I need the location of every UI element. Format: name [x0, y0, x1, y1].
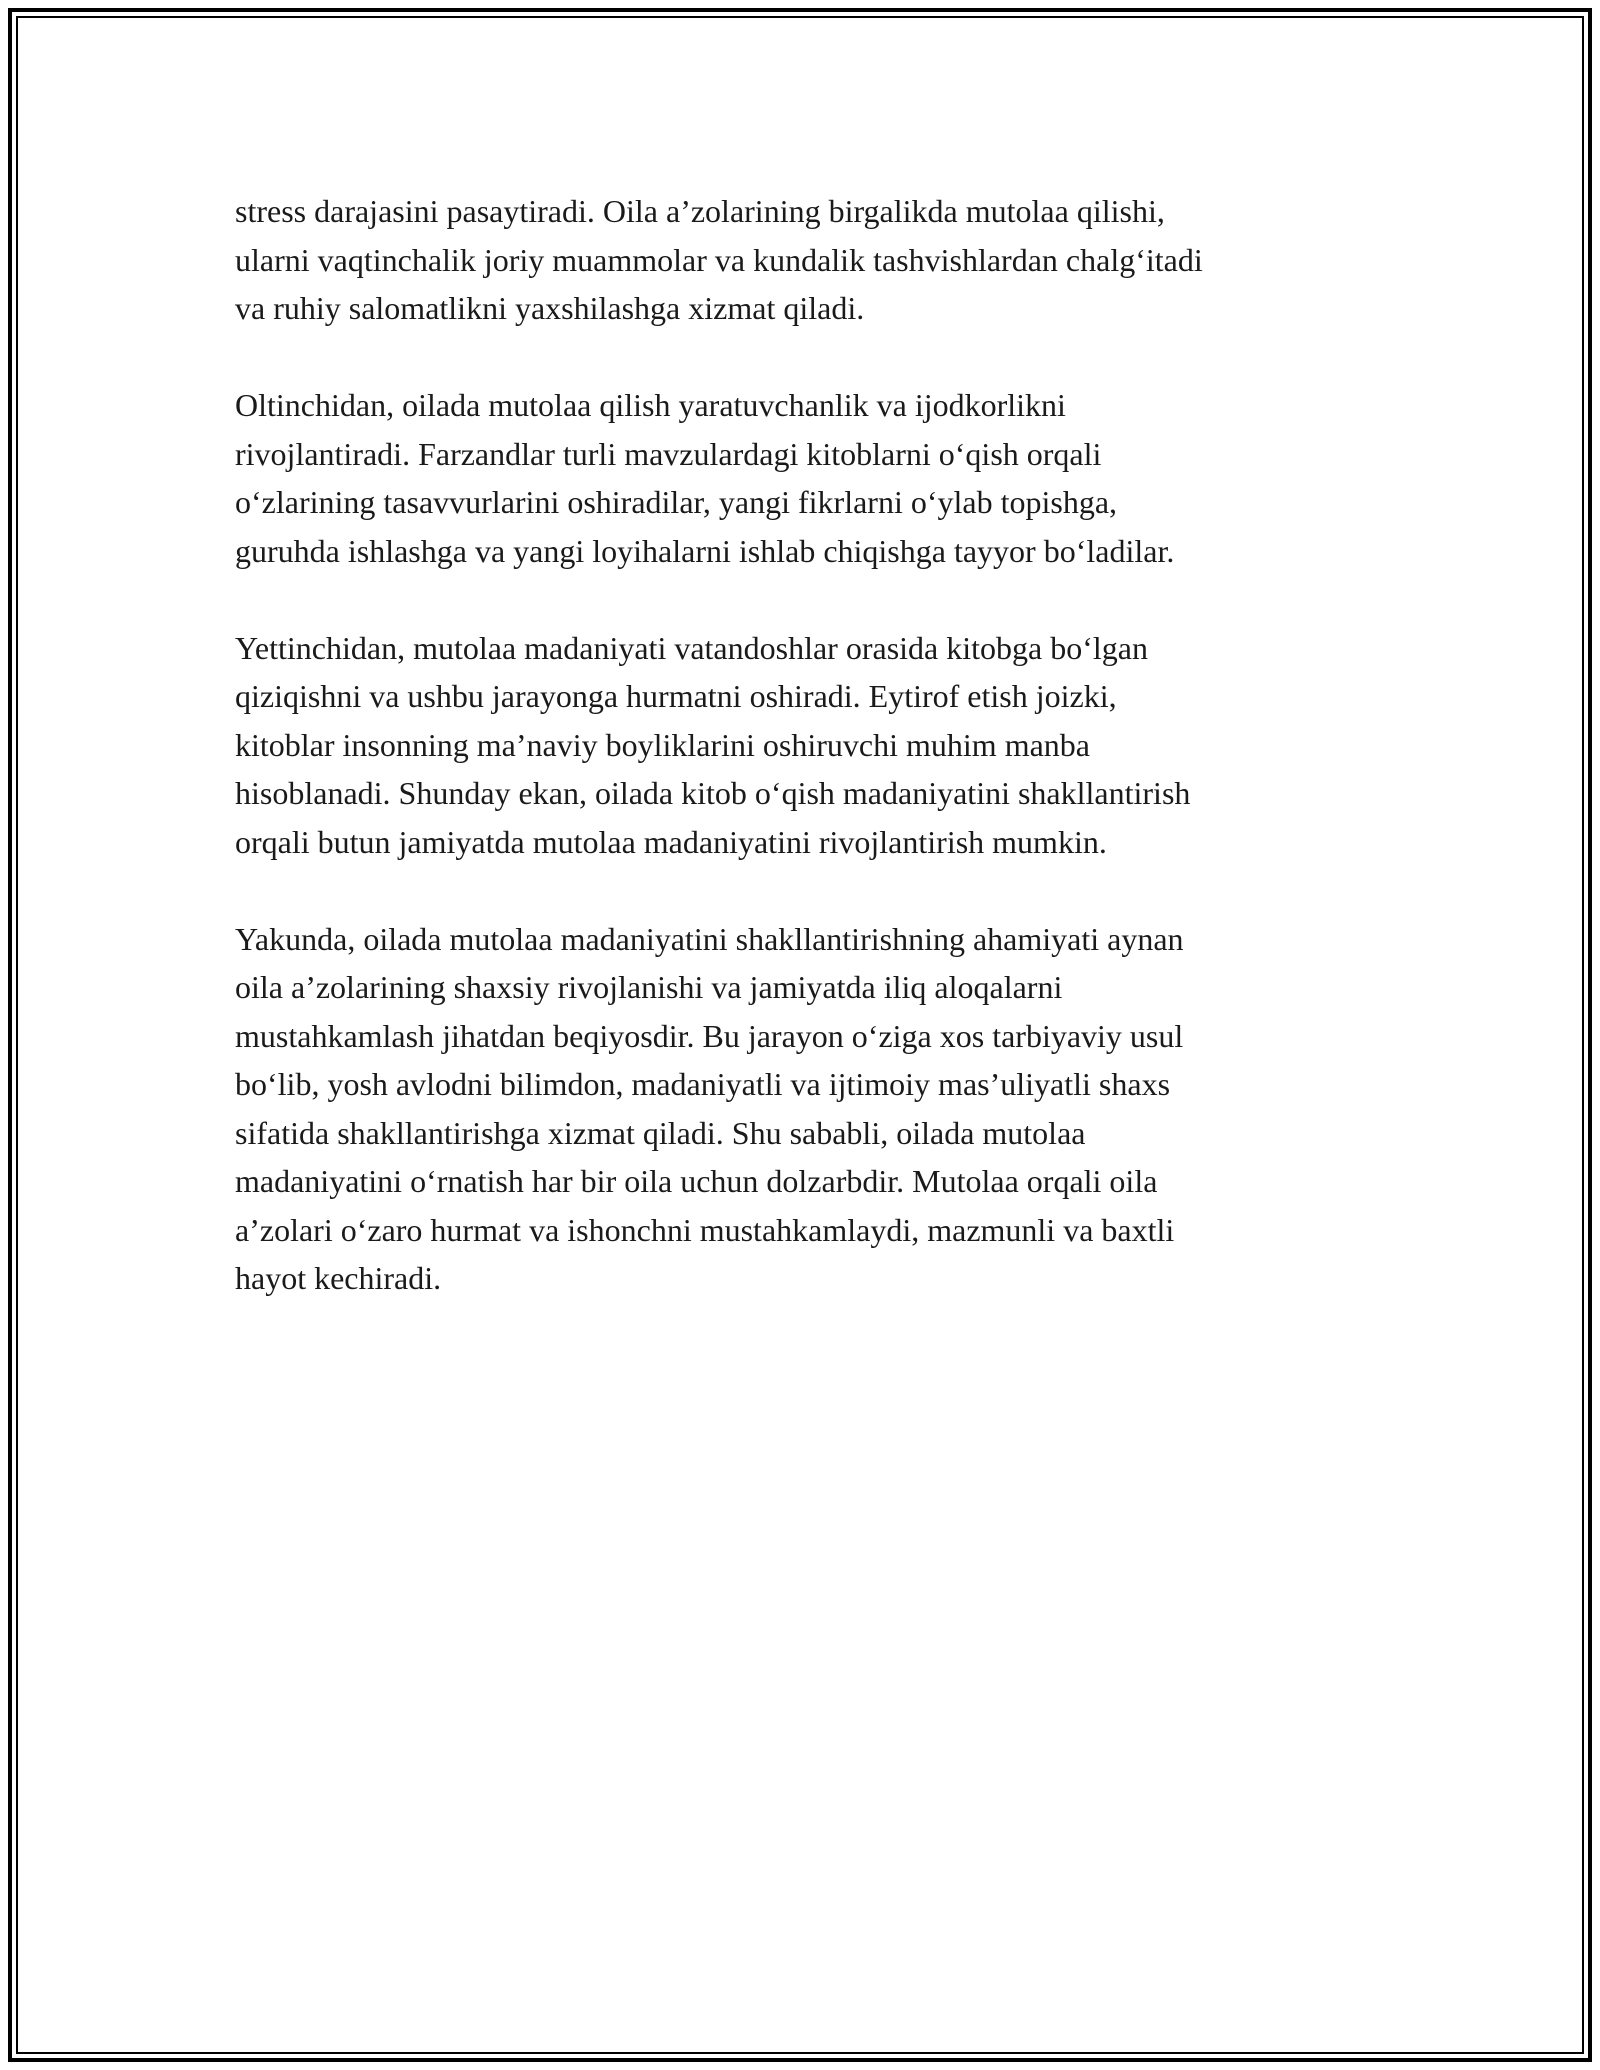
paragraph-3 — [235, 624, 1365, 867]
text-line: hayot kechiradi. — [235, 1260, 442, 1296]
text-line: oila a’zolarining shaxsiy rivojlanishi va jamiyatda iliq aloqalarni — [235, 969, 1063, 1005]
text-line: mustahkamlash jihatdan beqiyosdir. Bu jarayon o‘ziga xos tarbiyaviy usul — [235, 1017, 1184, 1054]
paragraph-2 — [235, 381, 1365, 575]
text-line: guruhda ishlashga va yangi loyihalarni ishlab chiqishga tayyor bo‘ladilar. — [235, 532, 1175, 569]
text-line: bo‘lib, yosh avlodni bilimdon, madaniyatli va ijtimoiy mas’uliyatli shaxs — [235, 1066, 1171, 1102]
text-line: qiziqishni va ushbu jarayonga hurmatni oshiradi. Eytirof etish joizki, — [235, 678, 1117, 714]
text-line: ularni vaqtinchalik joriy muammolar va kundalik tashvishlardan chalg‘itadi — [235, 241, 1203, 278]
paragraph-1 — [235, 187, 1365, 333]
text-line: orqali butun jamiyatda mutolaa madaniyatini rivojlantirish mumkin. — [235, 823, 1107, 860]
text-line: hisoblanadi. Shunday ekan, oilada kitob o‘qish madaniyatini shakllantirish — [235, 775, 1191, 811]
text-line: rivojlantiradi. Farzandlar turli mavzulardagi kitoblarni o‘qish orqali — [235, 435, 1102, 472]
text-line: Yettinchidan, mutolaa madaniyati vatandoshlar orasida kitobga bo‘lgan — [235, 629, 1148, 666]
text-line: sifatida shakllantirishga xizmat qiladi. Shu sababli, oilada mutolaa — [235, 1114, 1086, 1151]
text-line: o‘zlarining tasavvurlarini oshiradilar, yangi fikrlarni o‘ylab topishga, — [235, 484, 1118, 520]
text-line: va ruhiy salomatlikni yaxshilashga xizmat qiladi. — [235, 290, 865, 326]
text-line: a’zolari o‘zaro hurmat va ishonchni mustahkamlaydi, mazmunli va baxtli — [235, 1211, 1175, 1248]
text-line: stress darajasini pasaytiradi. Oila a’zolarining birgalikda mutolaa qilishi, — [235, 193, 1165, 229]
text-line: kitoblar insonning ma’naviy boyliklarini oshiruvchi muhim manba — [235, 726, 1090, 763]
text-line: Oltinchidan, oilada mutolaa qilish yaratuvchanlik va ijodkorlikni — [235, 387, 1066, 423]
text-line: Yakunda, oilada mutolaa madaniyatini shakllantirishning ahamiyati aynan — [235, 920, 1184, 957]
text-line: madaniyatini o‘rnatish har bir oila uchun dolzarbdir. Mutolaa orqali oila — [235, 1163, 1158, 1199]
paragraph-4 — [235, 915, 1365, 1303]
document-body — [235, 187, 1365, 1351]
